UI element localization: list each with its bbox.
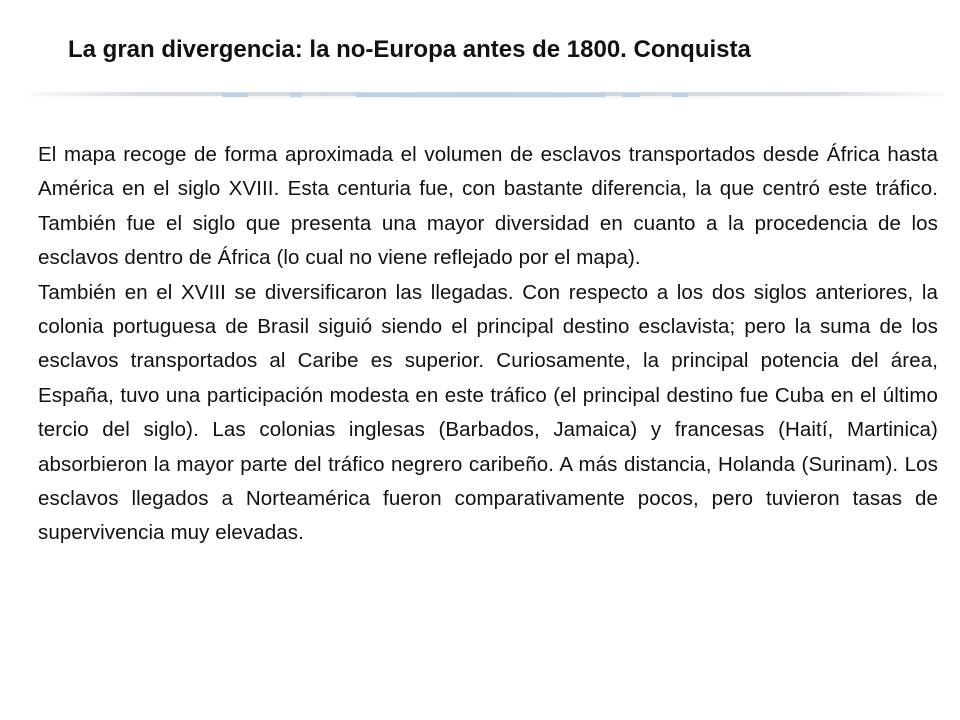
body-paragraph-2: También en el XVIII se diversificaron las llegadas. Con respecto a los dos siglos anteriores, la colonia portuguesa de Brasil siguió siendo el principal destino esclavista; pero la suma de los esclavos transportados al Caribe es superior. Curiosamente, la principal potencia del área, España, tuvo una participación modesta en este tráfico (el principal destino fue Cuba en el último tercio del siglo). Las colonias inglesas (Barbados, Jamaica) y francesas (Haití, Martinica) absorbieron la mayor parte del tráfico negrero caribeño. A más distancia, Holanda (Surinam). Los esclavos llegados a Norteamérica fueron comparativamente pocos, pero tuvieron tasas de supervivencia muy elevadas.: [38, 280, 938, 545]
slide-body: [38, 138, 938, 551]
map-image-fragment: [222, 93, 248, 97]
body-paragraph-1: El mapa recoge de forma aproximada el volumen de esclavos transportados desde África hasta América en el siglo XVIII. Esta centuria fue, con bastante diferencia, la que centró este tráfico. También fue el siglo que presenta una mayor diversidad en cuanto a la procedencia de los esclavos dentro de África (lo cual no viene reflejado por el mapa).: [38, 143, 938, 270]
map-image-fragment: [290, 93, 302, 97]
slide-title: La gran divergencia: la no-Europa antes de 1800. Conquista: [68, 36, 751, 63]
map-image-fragment: [622, 93, 640, 97]
map-image-fragment: [356, 93, 606, 97]
map-image-fragment: [672, 93, 688, 97]
